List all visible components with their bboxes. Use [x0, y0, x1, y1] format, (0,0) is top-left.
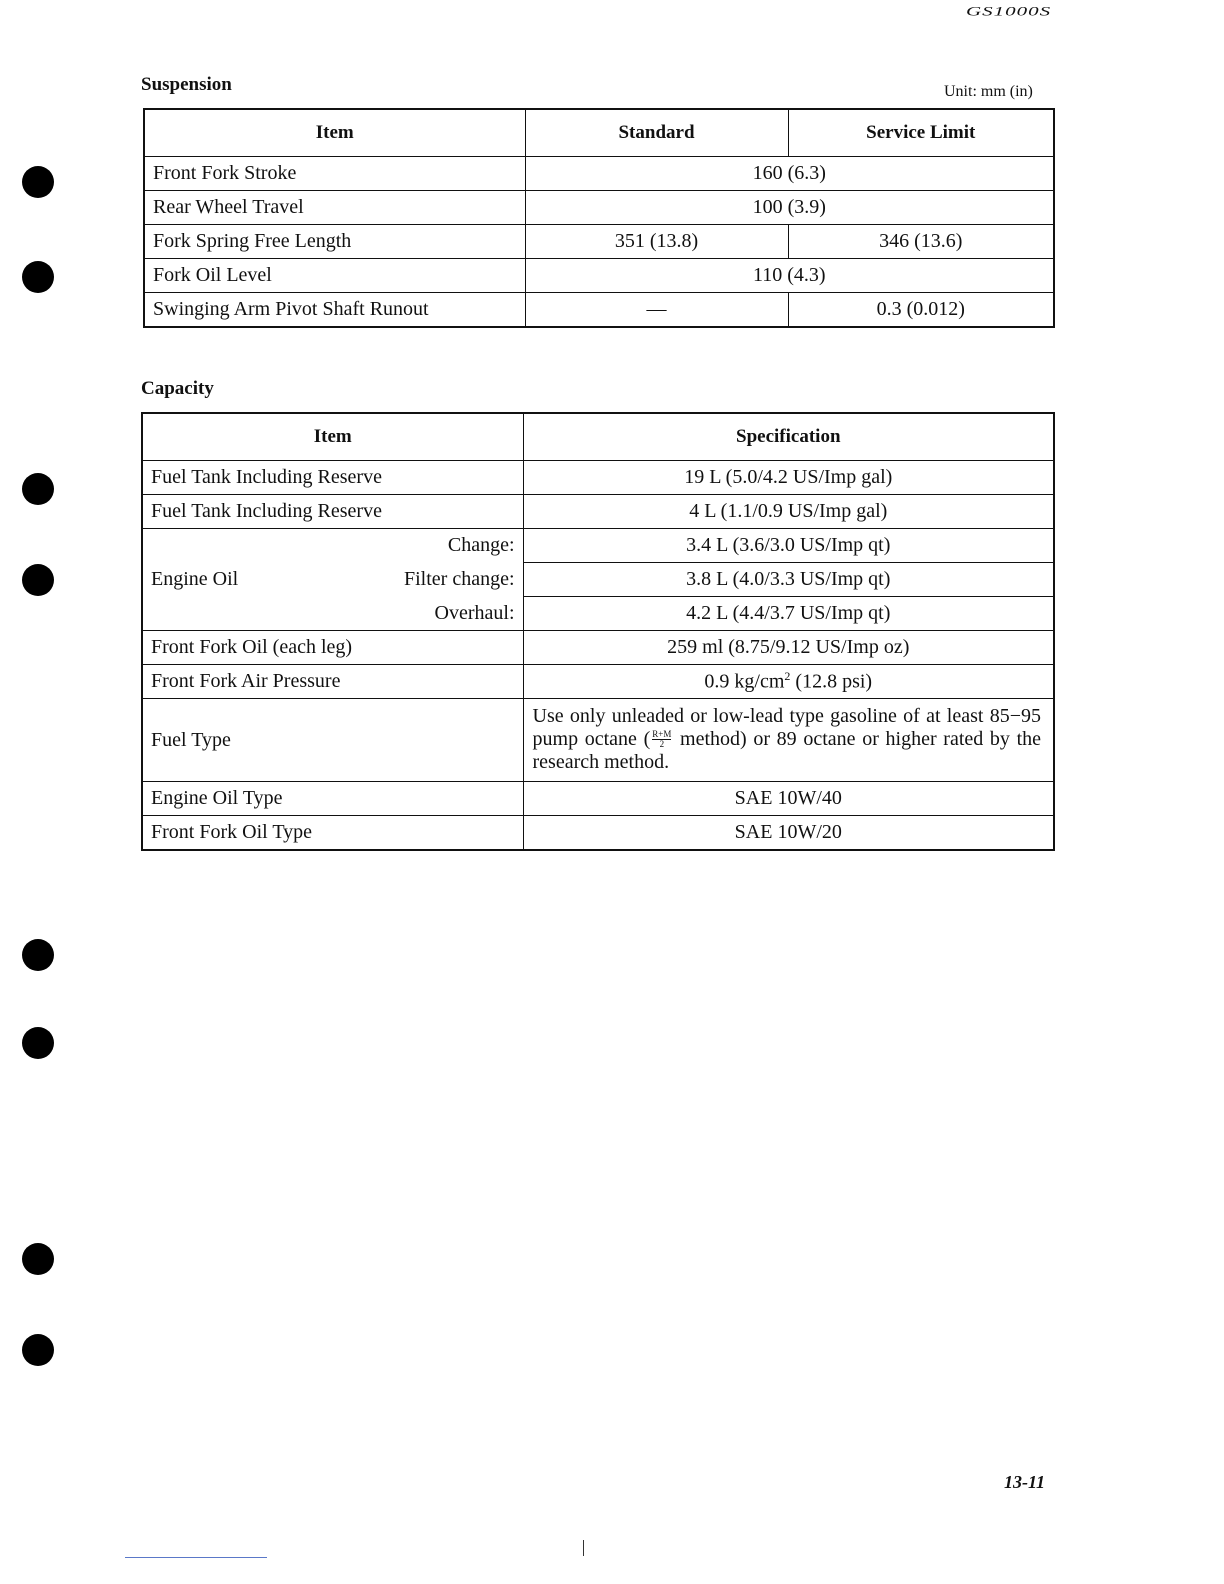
row-standard: 351 (13.8)	[525, 225, 788, 259]
row-item: Fork Oil Level	[144, 259, 525, 293]
row-item: Front Fork Air Pressure	[142, 665, 523, 699]
table-row	[142, 631, 1054, 665]
binder-hole	[22, 1243, 54, 1275]
table-header-row	[144, 109, 1054, 157]
fuel-type-text-2: method) or 89 octane or higher rated by the research method.	[532, 727, 1042, 773]
squared-superscript: 2	[784, 669, 791, 684]
row-spec: 4 L (1.1/0.9 US/Imp gal)	[523, 495, 1054, 529]
row-item: Front Fork Oil (each leg)	[142, 631, 523, 665]
table-row	[144, 157, 1054, 191]
row-item: Front Fork Stroke	[144, 157, 525, 191]
binder-hole	[22, 1334, 54, 1366]
row-spec: 259 ml (8.75/9.12 US/Imp oz)	[523, 631, 1054, 665]
scan-tick-mark	[583, 1540, 584, 1556]
table-row	[142, 782, 1054, 816]
binder-hole	[22, 939, 54, 971]
engine-oil-label: Engine Oil	[142, 529, 302, 631]
octane-fraction	[652, 730, 671, 749]
row-spec: SAE 10W/20	[523, 816, 1054, 851]
fraction-numerator: R+M	[652, 729, 672, 740]
fuel-type-spec	[523, 699, 1054, 782]
table-row	[144, 225, 1054, 259]
column-header-specification: Specification	[523, 413, 1054, 461]
document-code: GS1000S	[966, 4, 1052, 19]
row-item: Engine Oil Type	[142, 782, 523, 816]
engine-oil-filter-label: Filter change:	[302, 563, 523, 597]
row-spec: 4.2 L (4.4/3.7 US/Imp qt)	[523, 597, 1054, 631]
row-item: Fuel Tank Including Reserve	[142, 461, 523, 495]
row-spec: 3.4 L (3.6/3.0 US/Imp qt)	[523, 529, 1054, 563]
air-pressure-value: 0.9 kg/cm	[704, 670, 785, 693]
binder-hole	[22, 261, 54, 293]
row-item: Rear Wheel Travel	[144, 191, 525, 225]
row-service-limit: 0.3 (0.012)	[788, 293, 1054, 328]
column-header-item: Item	[142, 413, 523, 461]
suspension-table	[143, 108, 1055, 328]
table-row	[142, 816, 1054, 851]
table-row	[142, 699, 1054, 782]
scan-edge-line	[125, 1557, 267, 1558]
row-spec: 19 L (5.0/4.2 US/Imp gal)	[523, 461, 1054, 495]
row-value: 110 (4.3)	[525, 259, 1054, 293]
binder-hole	[22, 564, 54, 596]
row-service-limit: 346 (13.6)	[788, 225, 1054, 259]
row-spec: 3.8 L (4.0/3.3 US/Imp qt)	[523, 563, 1054, 597]
row-item: Fuel Type	[142, 699, 523, 782]
table-row	[144, 293, 1054, 328]
table-header-row	[142, 413, 1054, 461]
column-header-service-limit: Service Limit	[788, 109, 1054, 157]
row-item: Fuel Tank Including Reserve	[142, 495, 523, 529]
engine-oil-change-label: Change:	[302, 529, 523, 563]
fuel-type-text-1: Use only unleaded or low-lead type gasoline of at least 85−95 pump octane (	[532, 704, 1042, 750]
column-header-item: Item	[144, 109, 525, 157]
unit-note: Unit: mm (in)	[944, 83, 1033, 100]
table-row	[142, 665, 1054, 699]
suspension-title: Suspension	[141, 74, 232, 95]
row-value: 160 (6.3)	[525, 157, 1054, 191]
row-item: Swinging Arm Pivot Shaft Runout	[144, 293, 525, 328]
table-row	[142, 529, 1054, 563]
row-value: 100 (3.9)	[525, 191, 1054, 225]
row-spec	[523, 665, 1054, 699]
fraction-denominator: 2	[659, 739, 665, 750]
row-item: Fork Spring Free Length	[144, 225, 525, 259]
row-spec: SAE 10W/40	[523, 782, 1054, 816]
table-row	[144, 259, 1054, 293]
table-row	[142, 461, 1054, 495]
row-standard: —	[525, 293, 788, 328]
table-row	[144, 191, 1054, 225]
binder-hole	[22, 1027, 54, 1059]
page-number: 13-11	[1004, 1472, 1046, 1492]
engine-oil-overhaul-label: Overhaul:	[302, 597, 523, 631]
capacity-title: Capacity	[141, 378, 214, 399]
binder-hole	[22, 473, 54, 505]
capacity-table	[141, 412, 1055, 851]
row-item: Front Fork Oil Type	[142, 816, 523, 851]
air-pressure-psi: (12.8 psi)	[790, 670, 873, 693]
column-header-standard: Standard	[525, 109, 788, 157]
table-row	[142, 495, 1054, 529]
binder-hole	[22, 166, 54, 198]
